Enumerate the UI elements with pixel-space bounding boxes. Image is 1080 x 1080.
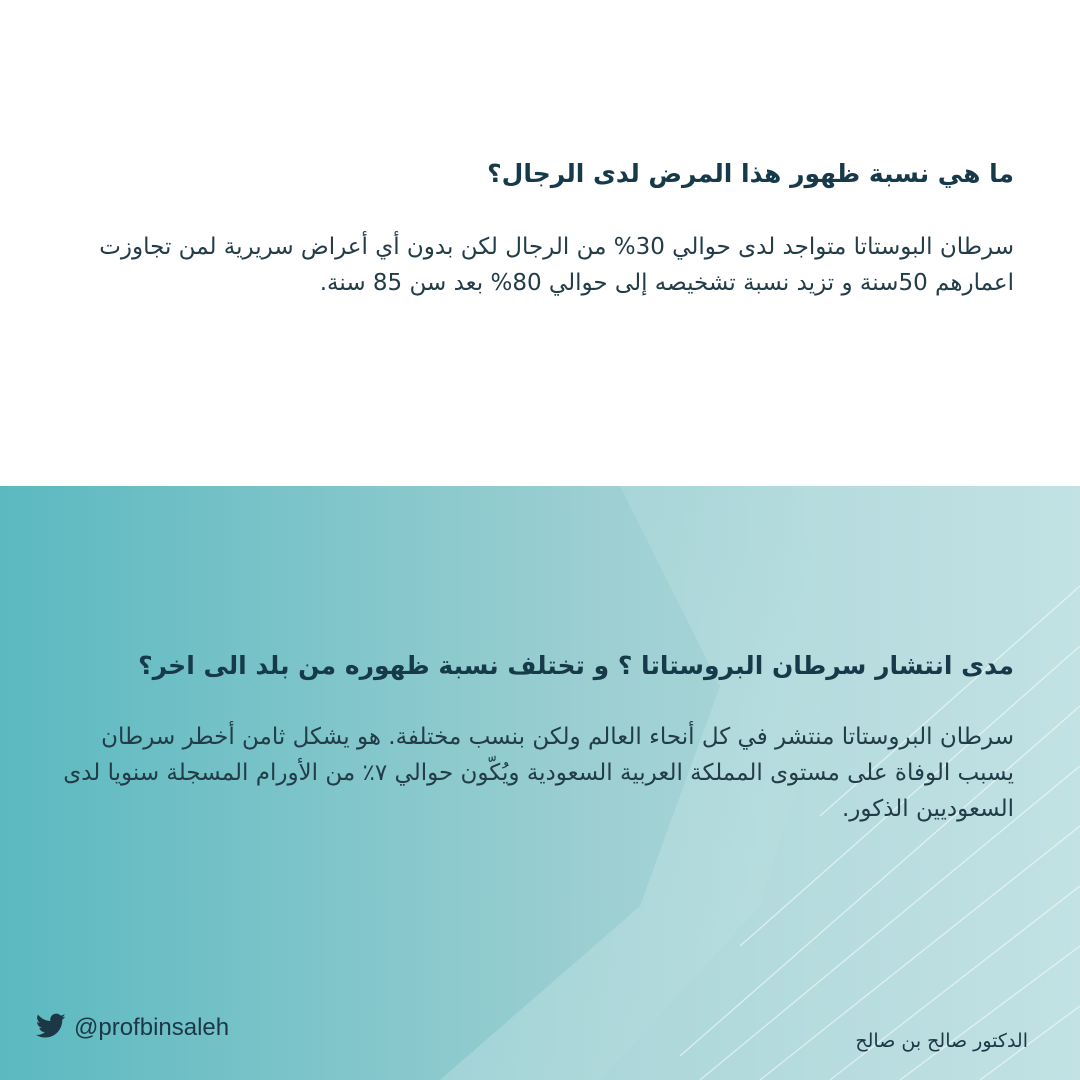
author-signature: الدكتور صالح بن صالح [855, 1030, 1028, 1052]
twitter-handle-text: @profbinsaleh [74, 1014, 230, 1041]
section-2-heading: مدى انتشار سرطان البروستاتا ؟ و تختلف نسبة ظهوره من بلد الى اخر؟ [138, 651, 1014, 680]
section-prevalence-countries [54, 648, 1014, 827]
section-2-paragraph: سرطان البروستاتا منتشر في كل أنحاء العالم ولكن بنسب مختلفة. هو يشكل ثامن أخطر سرطان يسبب الوفاة على مستوى المملكة العربية السعودية ويُكّون حوالي ٧٪ من الأورام المسجلة سنويا لدى السعوديين الذكور. [63, 724, 1014, 822]
section-1-heading: ما هي نسبة ظهور هذا المرض لدى الرجال؟ [487, 159, 1014, 188]
twitter-bird-icon [36, 1013, 66, 1043]
twitter-handle[interactable] [36, 1010, 229, 1046]
section-1-paragraph: سرطان البوستاتا متواجد لدى حوالي 30% من الرجال لكن بدون أي أعراض سريرية لمن تجاوزت اعمارهم 50سنة و تزيد نسبة تشخيصه إلى حوالي 80% بعد سن 85 سنة. [99, 234, 1014, 296]
section-prevalence-men [54, 156, 1014, 301]
